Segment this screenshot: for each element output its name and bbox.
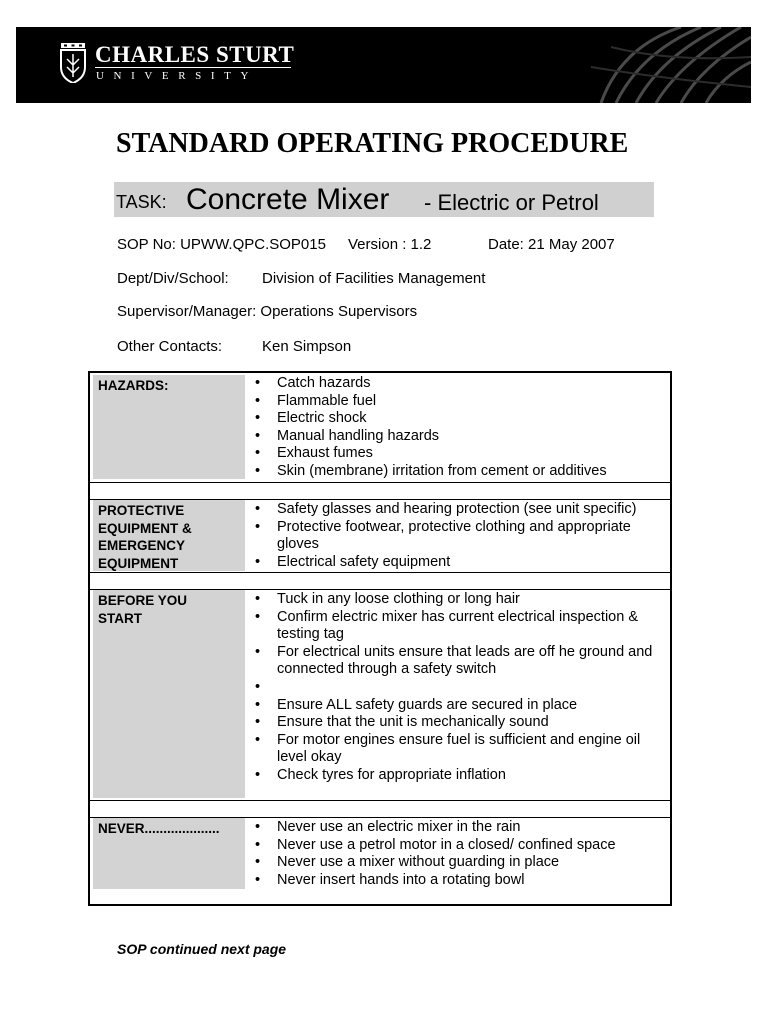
hazards-label-cell <box>93 375 245 479</box>
list-item: • Ensure ALL safety guards are secured in place <box>251 697 666 715</box>
supervisor-line: Supervisor/Manager: Operations Supervisors <box>117 303 418 320</box>
list-item: • Flammable fuel <box>251 393 666 411</box>
list-item: • Protective footwear, protective clothing and appropriate gloves <box>251 519 666 554</box>
list-item: • Skin (membrane) irritation from cement or additives <box>251 463 666 481</box>
sop-table <box>88 371 672 906</box>
continued-note: SOP continued next page <box>117 941 287 957</box>
protective-section <box>90 500 670 572</box>
task-name: Concrete Mixer <box>186 183 390 216</box>
divider <box>90 572 670 573</box>
sop-number: SOP No: UPWW.QPC.SOP015 <box>117 236 326 253</box>
list-item: • Never use a mixer without guarding in place <box>251 854 666 872</box>
list-item: • Electric shock <box>251 410 666 428</box>
before-start-list <box>251 591 666 785</box>
before-start-label-cell <box>93 590 245 798</box>
dept-label: Dept/Div/School: <box>117 270 229 287</box>
list-item: • Tuck in any loose clothing or long hair <box>251 591 666 609</box>
divider <box>90 482 670 483</box>
task-banner <box>114 182 654 217</box>
list-item: • Safety glasses and hearing protection (see unit specific) <box>251 501 666 519</box>
before-start-section <box>90 590 670 799</box>
protective-label: PROTECTIVE EQUIPMENT & EMERGENCY EQUIPMENT <box>98 503 192 571</box>
hazards-label: HAZARDS: <box>98 378 169 393</box>
decorative-artwork <box>591 27 751 103</box>
list-item: • Never insert hands into a rotating bowl <box>251 872 666 890</box>
version: Version : 1.2 <box>348 236 432 253</box>
never-label: NEVER.................... <box>98 821 220 836</box>
list-item: • For electrical units ensure that leads are off he ground and connected through a safety switch <box>251 644 666 679</box>
list-item: • For motor engines ensure fuel is sufficient and engine oil level okay <box>251 732 666 767</box>
task-subtitle: - Electric or Petrol <box>424 190 599 215</box>
task-label: TASK: <box>116 192 167 212</box>
list-item: • Confirm electric mixer has current electrical inspection & testing tag <box>251 609 666 644</box>
protective-label-cell <box>93 500 245 571</box>
header-banner <box>16 27 751 103</box>
university-crest-icon <box>60 43 86 83</box>
list-spacer <box>251 679 666 697</box>
brand-subtitle: UNIVERSITY <box>96 70 258 82</box>
brand-divider <box>95 67 291 68</box>
list-item: • Manual handling hazards <box>251 428 666 446</box>
never-label-cell <box>93 818 245 889</box>
hazards-section <box>90 373 670 481</box>
brand-name: CHARLES STURT <box>95 42 295 67</box>
list-item: • Ensure that the unit is mechanically sound <box>251 714 666 732</box>
page-title: STANDARD OPERATING PROCEDURE <box>116 128 629 159</box>
hazards-list <box>251 375 666 481</box>
protective-list <box>251 501 666 571</box>
date: Date: 21 May 2007 <box>488 236 615 253</box>
dept-value: Division of Facilities Management <box>262 270 486 287</box>
divider <box>90 800 670 801</box>
never-list <box>251 819 666 889</box>
list-item: • Check tyres for appropriate inflation <box>251 767 666 785</box>
list-item: • Never use a petrol motor in a closed/ confined space <box>251 837 666 855</box>
contacts-value: Ken Simpson <box>262 338 352 355</box>
before-start-label: BEFORE YOU START <box>98 593 188 626</box>
list-item: • Catch hazards <box>251 375 666 393</box>
list-item: • Exhaust fumes <box>251 445 666 463</box>
contacts-label: Other Contacts: <box>117 338 223 355</box>
list-item: • Never use an electric mixer in the rain <box>251 819 666 837</box>
list-item: • Electrical safety equipment <box>251 554 666 572</box>
never-section <box>90 818 670 904</box>
